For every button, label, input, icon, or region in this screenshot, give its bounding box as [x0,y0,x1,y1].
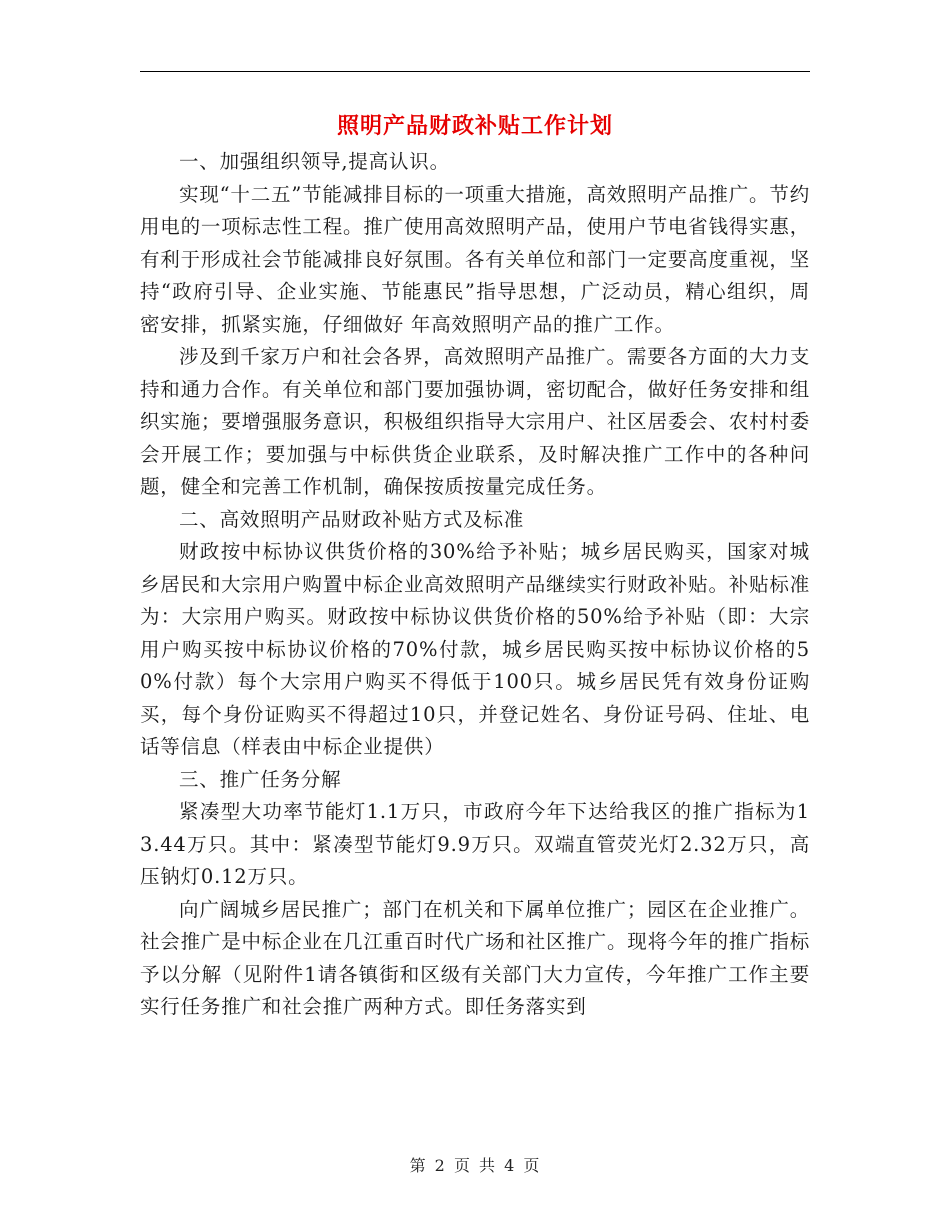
document-title: 照明产品财政补贴工作计划 [336,113,613,139]
section-heading: 二、高效照明产品财政补贴方式及标准 [179,507,525,531]
body-paragraph: 财政按中标协议供货价格的30%给予补贴；城乡居民购买，国家对城乡居民和大宗用户购置中标企业高效照明产品继续实行财政补贴。补贴标准为：大宗用户购买。财政按中标协议供货价格的50%给予补贴（即：大宗用户购买按中标协议价格的70%付款，城乡居民购买按中标协议价格的50%付款）每个大宗用户购买不得低于100只。城乡居民凭有效身份证购买，每个身份证购买不得超过10只，并登记姓名、身份证号码、住址、电话等信息（样表由中标企业提供） [140,540,810,758]
header-rule [140,71,810,72]
body-paragraph: 涉及到千家万户和社会各界，高效照明产品推广。需要各方面的大力支持和通力合作。有关单位和部门要加强协调，密切配合，做好任务安排和组织实施；要增强服务意识，积极组织指导大宗用户、社区居委会、农村村委会开展工作；要加强与中标供货企业联系，及时解决推广工作中的各种问题，健全和完善工作机制，确保按质按量完成任务。 [140,345,810,498]
document-body [140,146,810,1024]
body-paragraph: 向广阔城乡居民推广；部门在机关和下属单位推广；园区在企业推广。社会推广是中标企业在几江重百时代广场和社区推广。现将今年的推广指标予以分解（见附件1请各镇街和区级有关部门大力宣传，今年推广工作主要实行任务推广和社会推广两种方式。即任务落实到 [140,897,810,1018]
section-heading: 三、推广任务分解 [179,767,342,791]
page-number-footer: 第 2 页 共 4 页 [409,1156,541,1175]
body-paragraph: 实现“十二五”节能减排目标的一项重大措施，高效照明产品推广。节约用电的一项标志性工程。推广使用高效照明产品，使用户节电省钱得实惠，有利于形成社会节能减排良好氛围。各有关单位和部门一定要高度重视，坚持“政府引导、企业实施、节能惠民”指导思想，广泛动员，精心组织，周密安排，抓紧实施，仔细做好 年高效照明产品的推广工作。 [140,182,810,336]
body-paragraph: 紧凑型大功率节能灯1.1万只，市政府今年下达给我区的推广指标为13.44万只。其中：紧凑型节能灯9.9万只。双端直管荧光灯2.32万只，高压钠灯0.12万只。 [140,800,810,888]
section-heading: 一、加强组织领导,提高认识。 [179,150,450,173]
